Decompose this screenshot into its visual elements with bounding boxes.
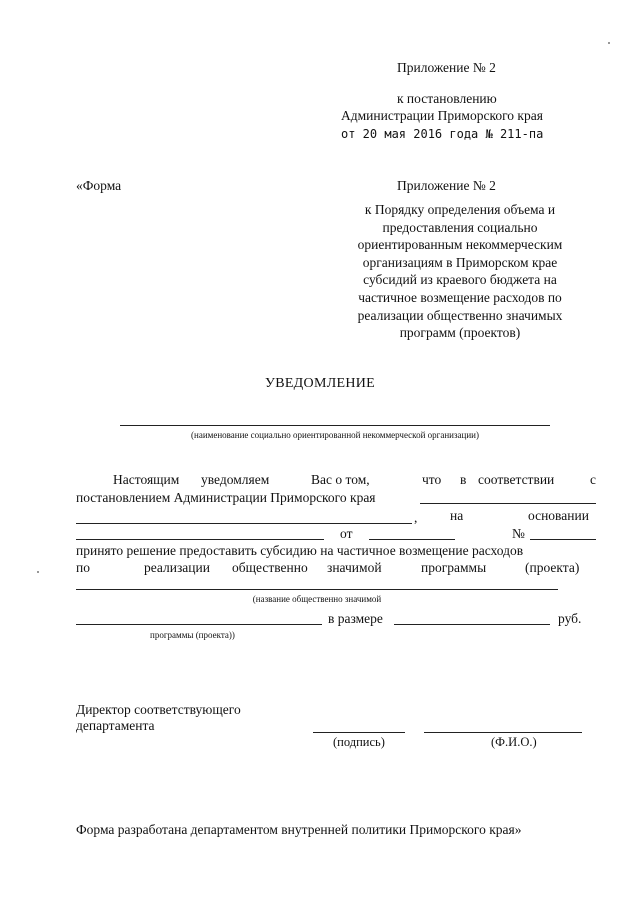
- order-line: предоставления социально: [382, 219, 538, 235]
- p1-word: уведомляем: [201, 472, 270, 487]
- header-to-resolution: к постановлению: [397, 91, 497, 106]
- p1-word: Вас о том,: [311, 472, 370, 487]
- notice-title: УВЕДОМЛЕНИЕ: [264, 376, 376, 391]
- order-line: частичное возмещение расходов по: [358, 289, 562, 305]
- p1-word: Настоящим: [113, 472, 180, 487]
- order-line: субсидий из краевого бюджета на: [363, 272, 557, 288]
- order-line: к Порядку определения объема и: [364, 202, 556, 217]
- p5-word: по: [76, 560, 90, 575]
- p1-word: соответствии: [478, 472, 555, 487]
- order-line: программ (проектов): [399, 325, 521, 341]
- number-field[interactable]: [530, 539, 596, 540]
- program-name-field[interactable]: [76, 589, 558, 590]
- director-line-1: Директор соответствующего: [76, 702, 241, 717]
- signature-field[interactable]: [313, 732, 405, 733]
- number-sign: №: [512, 526, 525, 541]
- order-reference: [330, 201, 590, 342]
- na-word: на: [450, 508, 464, 523]
- p5-word: реализации: [144, 560, 210, 575]
- p1-word: с: [590, 472, 596, 487]
- rub-label: руб.: [558, 611, 582, 626]
- program-name-field-continued[interactable]: [76, 624, 322, 625]
- org-name-field[interactable]: [120, 425, 550, 426]
- p5-word: (проекта): [525, 560, 580, 575]
- form-appendix: Приложение № 2: [397, 178, 496, 193]
- director-line-2: департамента: [76, 718, 155, 733]
- header-appendix: Приложение № 2: [397, 60, 496, 75]
- basis-field[interactable]: [76, 539, 324, 540]
- header-administration: Администрации Приморского края: [341, 108, 543, 123]
- scan-speck: [608, 42, 610, 44]
- p5-word: общественно: [232, 560, 308, 575]
- amount-field[interactable]: [394, 624, 550, 625]
- program-caption-1: (название общественно значимой: [252, 594, 382, 604]
- p2-text: постановлением Администрации Приморского края: [76, 490, 376, 505]
- full-name-field[interactable]: [424, 732, 582, 733]
- fullname-caption: (Ф.И.О.): [491, 735, 537, 749]
- osnovanii-word: основании: [528, 508, 589, 523]
- p1-word: в: [460, 472, 467, 487]
- signature-caption: (подпись): [333, 735, 385, 749]
- date-field[interactable]: [369, 539, 455, 540]
- resolution-field-continued[interactable]: [76, 523, 412, 524]
- org-caption: (наименование социально ориентированной некоммерческой организации): [191, 430, 479, 440]
- scan-speck: [37, 571, 39, 573]
- p1-word: что: [422, 472, 442, 487]
- ot-word: от: [340, 526, 353, 541]
- p5-word: значимой: [327, 560, 382, 575]
- p4-text: принято решение предоставить субсидию на частичное возмещение расходов: [76, 543, 524, 558]
- p5-word: программы: [421, 560, 487, 575]
- header-date-line: от 20 мая 2016 года № 211-па: [341, 127, 544, 141]
- order-line: ориентированным некоммерческим: [357, 237, 563, 253]
- program-caption-2: программы (проекта)): [150, 630, 235, 640]
- order-line: организациям в Приморском крае: [362, 254, 558, 270]
- form-label: «Форма: [76, 178, 122, 193]
- amount-label: в размере: [328, 611, 383, 626]
- footer-text: Форма разработана департаментом внутренней политики Приморского края»: [76, 822, 522, 837]
- resolution-field[interactable]: [420, 503, 596, 504]
- order-line: реализации общественно значимых: [357, 307, 563, 323]
